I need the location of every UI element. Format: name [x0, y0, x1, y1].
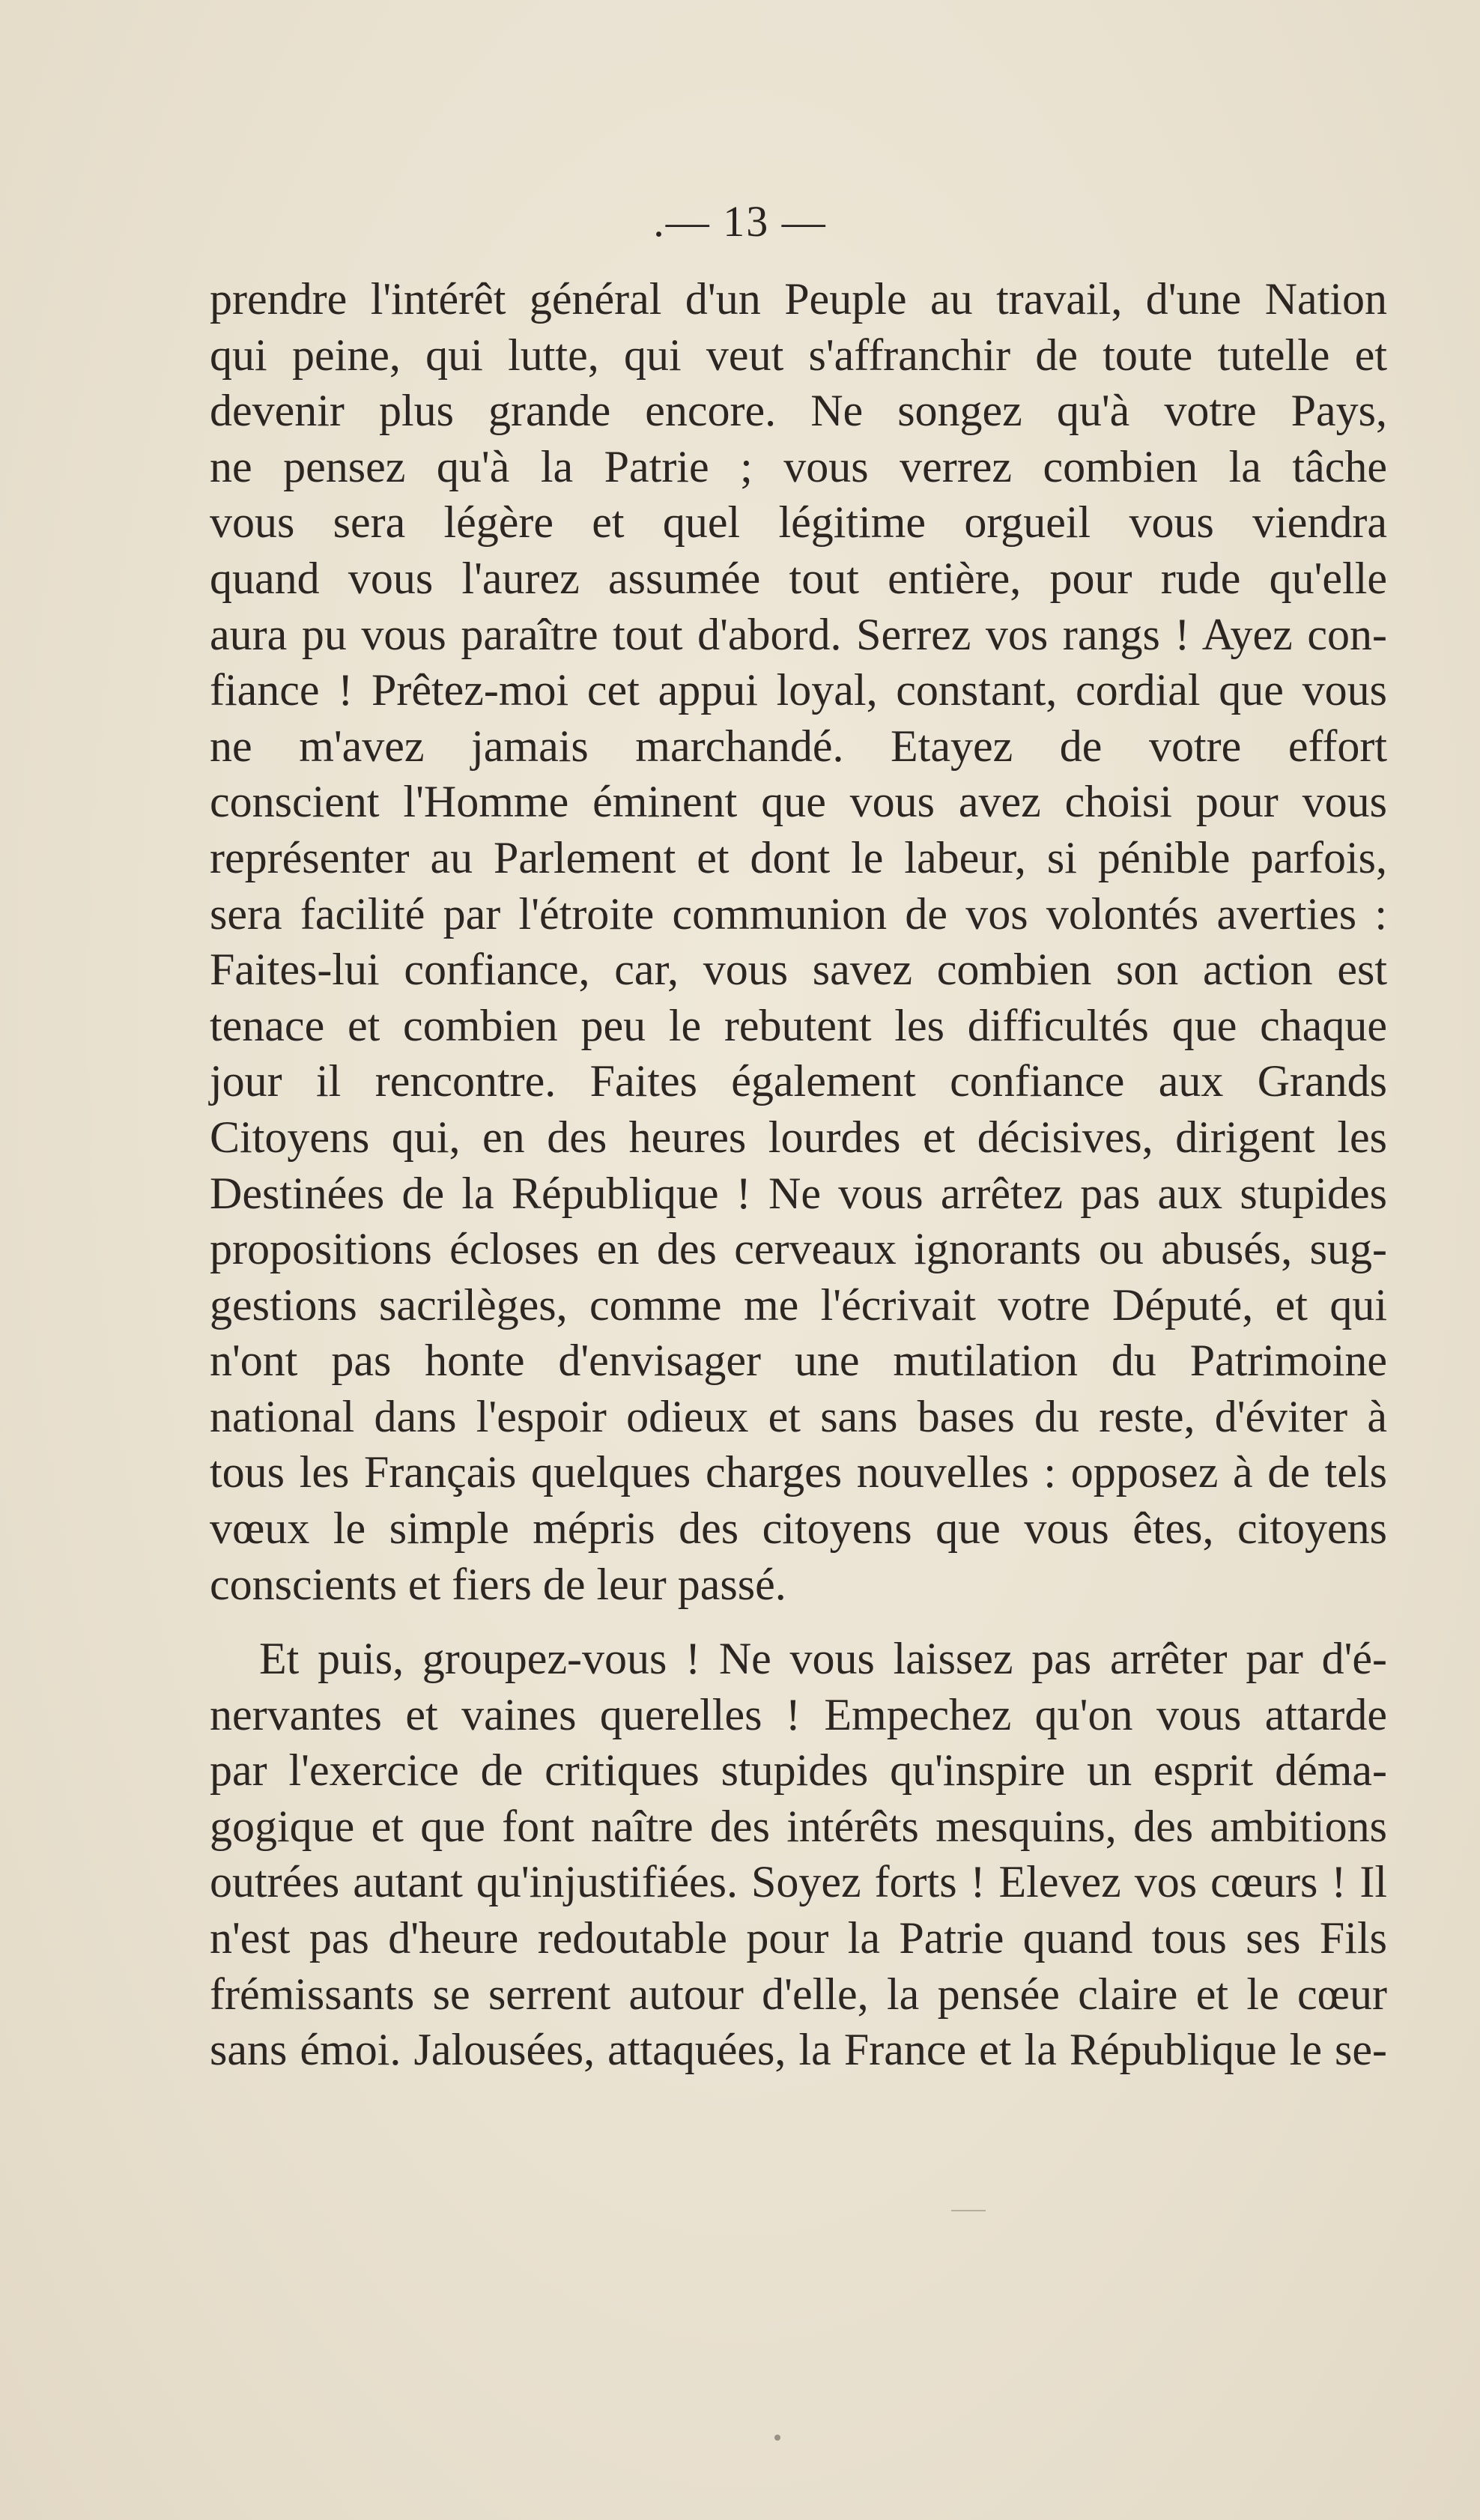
- text-line: Citoyens qui, en des heures lourdes et décisives, dirigent les: [210, 1112, 1387, 1162]
- text-line: propositions écloses en des cerveaux ignorants ou abusés, sug-: [210, 1224, 1387, 1274]
- text-line: sera facilité par l'étroite communion de vos volontés averties :: [210, 888, 1387, 939]
- text-line: Faites-lui confiance, car, vous savez combien son action est: [210, 945, 1387, 995]
- text-line: représenter au Parlement et dont le labeur, si pénible parfois,: [210, 832, 1387, 882]
- text-line: par l'exercice de critiques stupides qu'inspire un esprit déma-: [210, 1745, 1387, 1796]
- text-line: ne pensez qu'à la Patrie ; vous verrez combien la tâche: [210, 441, 1387, 491]
- text-line: frémissants se serrent autour d'elle, la pensée claire et le cœur: [210, 1969, 1387, 2019]
- paragraph-1: [210, 271, 1387, 1612]
- text-line: aura pu vous paraître tout d'abord. Serrez vos rangs ! Ayez con-: [210, 609, 1387, 659]
- text-line: sans émoi. Jalousées, attaquées, la France et la République le se-: [210, 2025, 1387, 2075]
- text-line: devenir plus grande encore. Ne songez qu'à votre Pays,: [210, 386, 1387, 436]
- text-line: vœux le simple mépris des citoyens que vous êtes, citoyens: [210, 1503, 1387, 1554]
- text-line: Et puis, groupez-vous ! Ne vous laissez pas arrêter par d'é-: [259, 1634, 1387, 1683]
- text-line: qui peine, qui lutte, qui veut s'affranchir de toute tutelle et: [210, 330, 1387, 380]
- text-line: tenace et combien peu le rebutent les difficultés que chaque: [210, 1000, 1387, 1050]
- paragraph-2: [210, 1631, 1387, 2078]
- text-line: jour il rencontre. Faites également confiance aux Grands: [210, 1056, 1387, 1106]
- text-line: n'ont pas honte d'envisager une mutilation du Patrimoine: [210, 1336, 1387, 1386]
- text-line: vous sera légère et quel légitime orgueil vous viendra: [210, 497, 1387, 548]
- page-number: .— 13 —: [653, 197, 827, 246]
- text-line: outrées autant qu'injustifiées. Soyez forts ! Elevez vos cœurs ! Il: [210, 1857, 1387, 1907]
- text-line: conscient l'Homme éminent que vous avez choisi pour vous: [210, 777, 1387, 827]
- text-line: gogique et que font naître des intérêts mesquins, des ambitions: [210, 1801, 1387, 1851]
- text-line: national dans l'espoir odieux et sans bases du reste, d'éviter à: [210, 1391, 1387, 1441]
- text-line: conscients et fiers de leur passé.: [210, 1559, 786, 1609]
- text-line: ne m'avez jamais marchandé. Etayez de votre effort: [210, 721, 1387, 771]
- text-line: n'est pas d'heure redoutable pour la Patrie quand tous ses Fils: [210, 1912, 1387, 1963]
- paper-mark: [951, 2210, 986, 2211]
- text-line: fiance ! Prêtez-moi cet appui loyal, constant, cordial que vous: [210, 665, 1387, 715]
- text-line: nervantes et vaines querelles ! Empechez qu'on vous attarde: [210, 1689, 1387, 1739]
- text-line: Destinées de la République ! Ne vous arrêtez pas aux stupides: [210, 1168, 1387, 1218]
- text-line: gestions sacrilèges, comme me l'écrivait votre Député, et qui: [210, 1279, 1387, 1330]
- paper-speck: [774, 2435, 780, 2441]
- text-line: tous les Français quelques charges nouvelles : opposez à de tels: [210, 1447, 1387, 1497]
- text-line: quand vous l'aurez assumée tout entière, pour rude qu'elle: [210, 553, 1387, 603]
- text-line: prendre l'intérêt général d'un Peuple au travail, d'une Nation: [210, 274, 1387, 324]
